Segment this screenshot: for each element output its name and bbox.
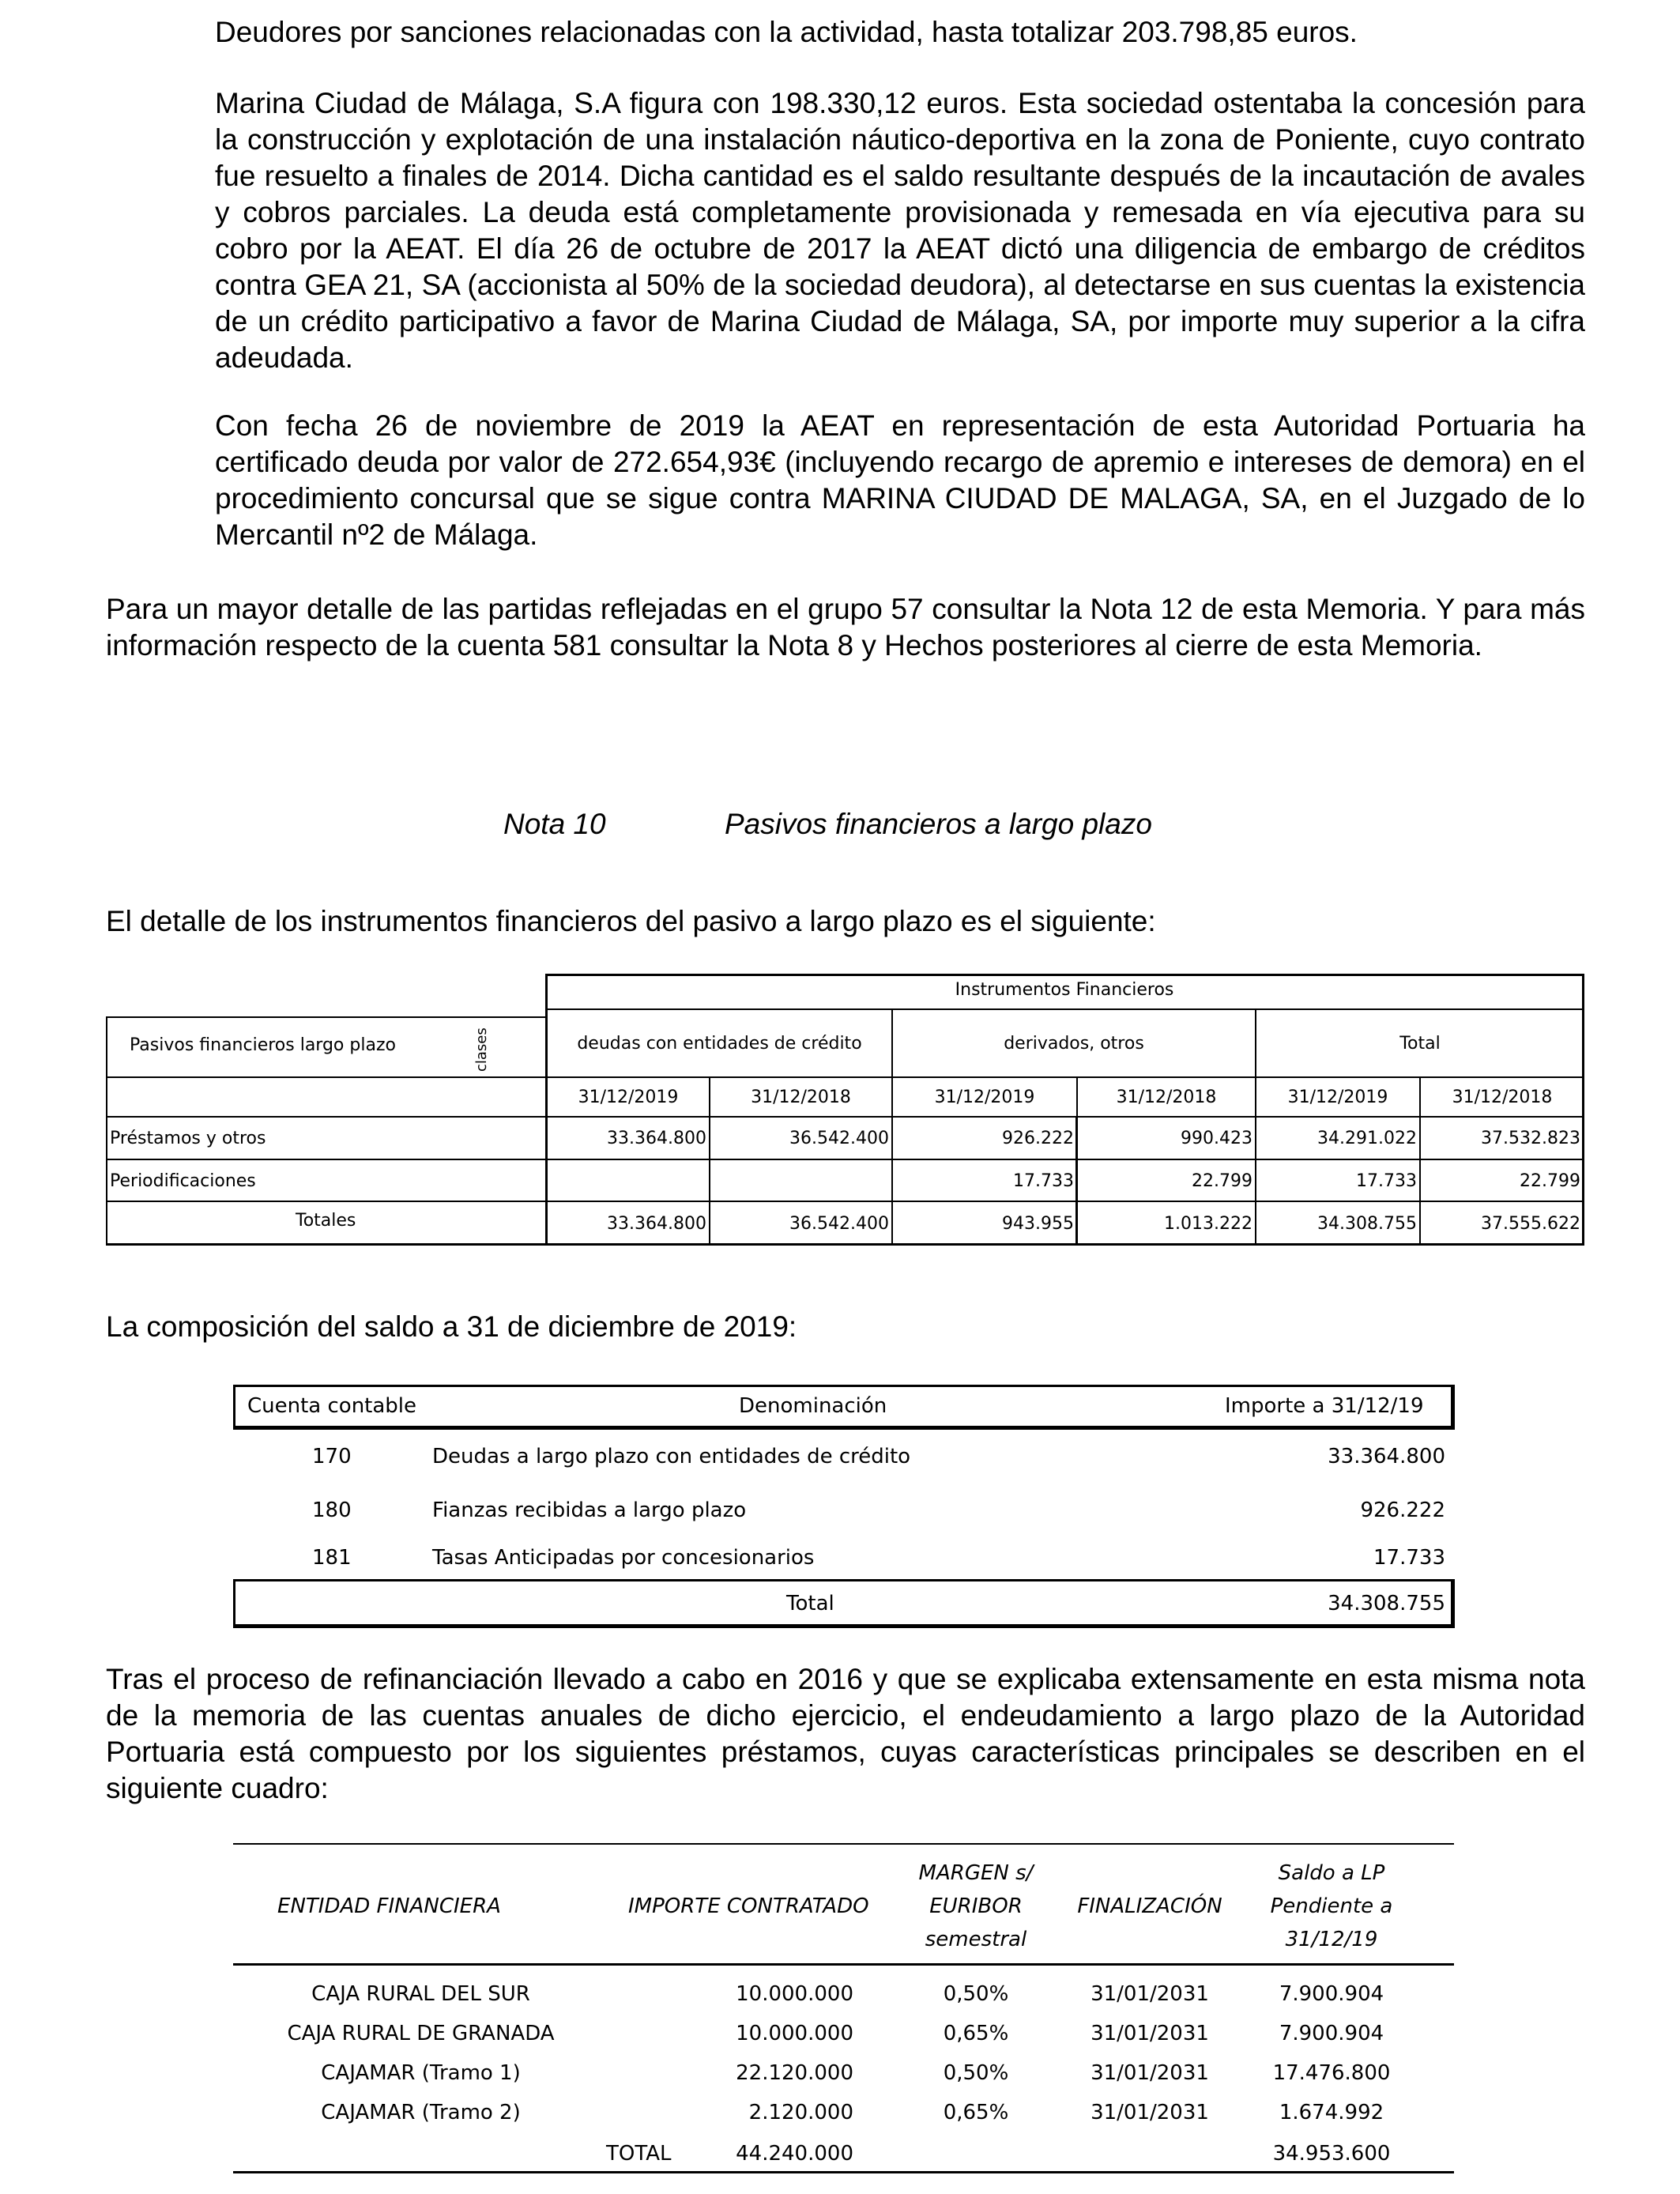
saldo: 17.476.800: [1272, 2061, 1391, 2085]
composicion-saldo-table: [233, 1385, 1454, 1628]
cell-value: 17.733: [1356, 1171, 1417, 1191]
cell-value: 37.532.823: [1481, 1129, 1580, 1148]
col-group-total: Total: [1399, 1034, 1441, 1054]
denominacion: Tasas Anticipadas por concesionarios: [432, 1546, 815, 1570]
row-label: Préstamos y otros: [110, 1129, 266, 1148]
importe: 33.364.800: [1328, 1445, 1445, 1468]
cell-value: 34.291.022: [1317, 1129, 1417, 1148]
margen: 0,50%: [943, 2061, 1009, 2085]
cell-value: 22.799: [1520, 1171, 1580, 1191]
importe: 926.222: [1360, 1498, 1445, 1522]
finalizacion: 31/01/2031: [1090, 2101, 1209, 2124]
margen: 0,65%: [943, 2022, 1009, 2045]
cell-value: 37.555.622: [1481, 1214, 1580, 1234]
paragraph-deudores-sanciones: Deudores por sanciones relacionadas con la actividad, hasta totalizar 203.798,85 euros.: [215, 16, 1358, 48]
header-importe: IMPORTE CONTRATADO: [628, 1894, 869, 1918]
saldo: 7.900.904: [1279, 1982, 1384, 2006]
total-label: Total: [786, 1592, 834, 1615]
cell-value: 33.364.800: [607, 1214, 706, 1234]
date-header: 31/12/2019: [1287, 1088, 1388, 1107]
margen: 0,50%: [943, 1982, 1009, 2006]
header-saldo-line2: Pendiente a: [1270, 1894, 1393, 1918]
row-label-totales: Totales: [296, 1211, 356, 1231]
paragraph-composicion-saldo: La composición del saldo a 31 de diciembre de 2019:: [106, 1310, 797, 1343]
total-saldo: 34.953.600: [1272, 2142, 1391, 2166]
saldo: 7.900.904: [1279, 2022, 1384, 2045]
importe: 22.120.000: [736, 2061, 853, 2085]
total-value: 34.308.755: [1328, 1592, 1445, 1615]
cell-value: 990.423: [1181, 1129, 1252, 1148]
date-header: 31/12/2018: [751, 1088, 851, 1107]
denominacion: Fianzas recibidas a largo plazo: [432, 1498, 747, 1522]
header-entidad: ENTIDAD FINANCIERA: [277, 1894, 501, 1918]
finalizacion: 31/01/2031: [1090, 2061, 1209, 2085]
cell-value: 36.542.400: [789, 1214, 889, 1234]
paragraph-aeat-certificado: Con fecha 26 de noviembre de 2019 la AEAT en representación de esta Autoridad Portuaria ha certificado deuda por valor de 272.654,93€ (incluyendo recargo de apremio e intereses de demora) en el procedimiento concursal que se sigue contra MARINA CIUDAD DE MALAGA, SA, en el Juzgado de lo Mercantil nº2 de Málaga.: [215, 409, 1585, 551]
header-denominacion: Denominación: [739, 1394, 887, 1418]
row-label: Periodificaciones: [110, 1171, 256, 1191]
paragraph-marina-ciudad: Marina Ciudad de Málaga, S.A figura con 198.330,12 euros. Esta sociedad ostentaba la concesión para la construcción y explotación de una instalación náutico-deportiva en la zona de Poniente, cuyo contrato fue resuelto a finales de 2014. Dicha cantidad es el saldo resultante después de la incautación de avales y cobros parciales. La deuda está completamente provisionada y remesada en vía ejecutiva para su cobro por la AEAT. El día 26 de octubre de 2017 la AEAT dictó una diligencia de embargo de créditos contra GEA 21, SA (accionista al 50% de la sociedad deudora), al detectarse en sus cuentas la existencia de un crédito participativo a favor de Marina Ciudad de Málaga, SA, por importe muy superior a la cifra adeudada.: [215, 87, 1585, 374]
finalizacion: 31/01/2031: [1090, 2022, 1209, 2045]
header-margen-line2: EURIBOR: [929, 1894, 1023, 1918]
group-header: Instrumentos Financieros: [955, 980, 1174, 1000]
cell-value: 943.955: [1002, 1214, 1074, 1234]
cuenta-code: 170: [312, 1445, 352, 1468]
total-label: TOTAL: [606, 2142, 672, 2166]
margen: 0,65%: [943, 2101, 1009, 2124]
importe: 2.120.000: [748, 2101, 853, 2124]
importe: 17.733: [1373, 1546, 1445, 1570]
col-group-derivados: derivados, otros: [1004, 1034, 1144, 1054]
date-header: 31/12/2018: [1452, 1088, 1553, 1107]
date-header: 31/12/2019: [578, 1088, 679, 1107]
header-margen-line1: MARGEN s/: [918, 1861, 1034, 1885]
cell-value: 1.013.222: [1164, 1214, 1252, 1234]
importe: 10.000.000: [736, 2022, 853, 2045]
col-group-deudas: deudas con entidades de crédito: [577, 1034, 862, 1054]
header-margen-line3: semestral: [925, 1928, 1027, 1951]
cuenta-code: 181: [312, 1546, 352, 1570]
entidad: CAJAMAR (Tramo 1): [321, 2061, 521, 2085]
cell-value: 22.799: [1192, 1171, 1252, 1191]
date-header: 31/12/2019: [934, 1088, 1035, 1107]
total-importe: 44.240.000: [736, 2142, 853, 2166]
row-header: Pasivos financieros largo plazo: [130, 1035, 396, 1055]
cell-value: 34.308.755: [1317, 1214, 1417, 1234]
paragraph-detalle-instrumentos: El detalle de los instrumentos financieros del pasivo a largo plazo es el siguiente:: [106, 905, 1156, 937]
pasivos-financieros-table: [106, 974, 1584, 1246]
cuenta-code: 180: [312, 1498, 352, 1522]
cell-value: 17.733: [1013, 1171, 1074, 1191]
date-header: 31/12/2018: [1116, 1088, 1217, 1107]
denominacion: Deudas a largo plazo con entidades de crédito: [432, 1445, 911, 1468]
cell-value: 926.222: [1002, 1129, 1074, 1148]
nota-title: Pasivos financieros a largo plazo: [725, 808, 1152, 840]
clases-label: clases: [473, 1027, 490, 1072]
header-saldo-line3: 31/12/19: [1285, 1928, 1378, 1951]
header-saldo-line1: Saldo a LP: [1278, 1861, 1385, 1885]
paragraph-refinanciacion: Tras el proceso de refinanciación llevado a cabo en 2016 y que se explicaba extensamente en esta misma nota de la memoria de las cuentas anuales de dicho ejercicio, el endeudamiento a largo plazo de la Autoridad Portuaria está compuesto por los siguientes préstamos, cuyas características principales se describen en el siguiente cuadro:: [106, 1663, 1585, 1804]
importe: 10.000.000: [736, 1982, 853, 2006]
prestamos-table: [233, 1843, 1454, 2183]
header-cuenta: Cuenta contable: [247, 1394, 417, 1418]
entidad: CAJA RURAL DE GRANADA: [287, 2022, 555, 2045]
cell-value: 33.364.800: [607, 1129, 706, 1148]
entidad: CAJAMAR (Tramo 2): [321, 2101, 521, 2124]
header-importe: Importe a 31/12/19: [1225, 1394, 1424, 1418]
finalizacion: 31/01/2031: [1090, 1982, 1209, 2006]
entidad: CAJA RURAL DEL SUR: [311, 1982, 530, 2006]
nota-number: Nota 10: [503, 808, 606, 840]
header-finalizacion: FINALIZACIÓN: [1077, 1894, 1222, 1918]
saldo: 1.674.992: [1279, 2101, 1384, 2124]
cell-value: 36.542.400: [789, 1129, 889, 1148]
paragraph-mayor-detalle: Para un mayor detalle de las partidas reflejadas en el grupo 57 consultar la Nota 12 de esta Memoria. Y para más información respecto de la cuenta 581 consultar la Nota 8 y Hechos posteriores al cierre de esta Memoria.: [106, 593, 1585, 662]
